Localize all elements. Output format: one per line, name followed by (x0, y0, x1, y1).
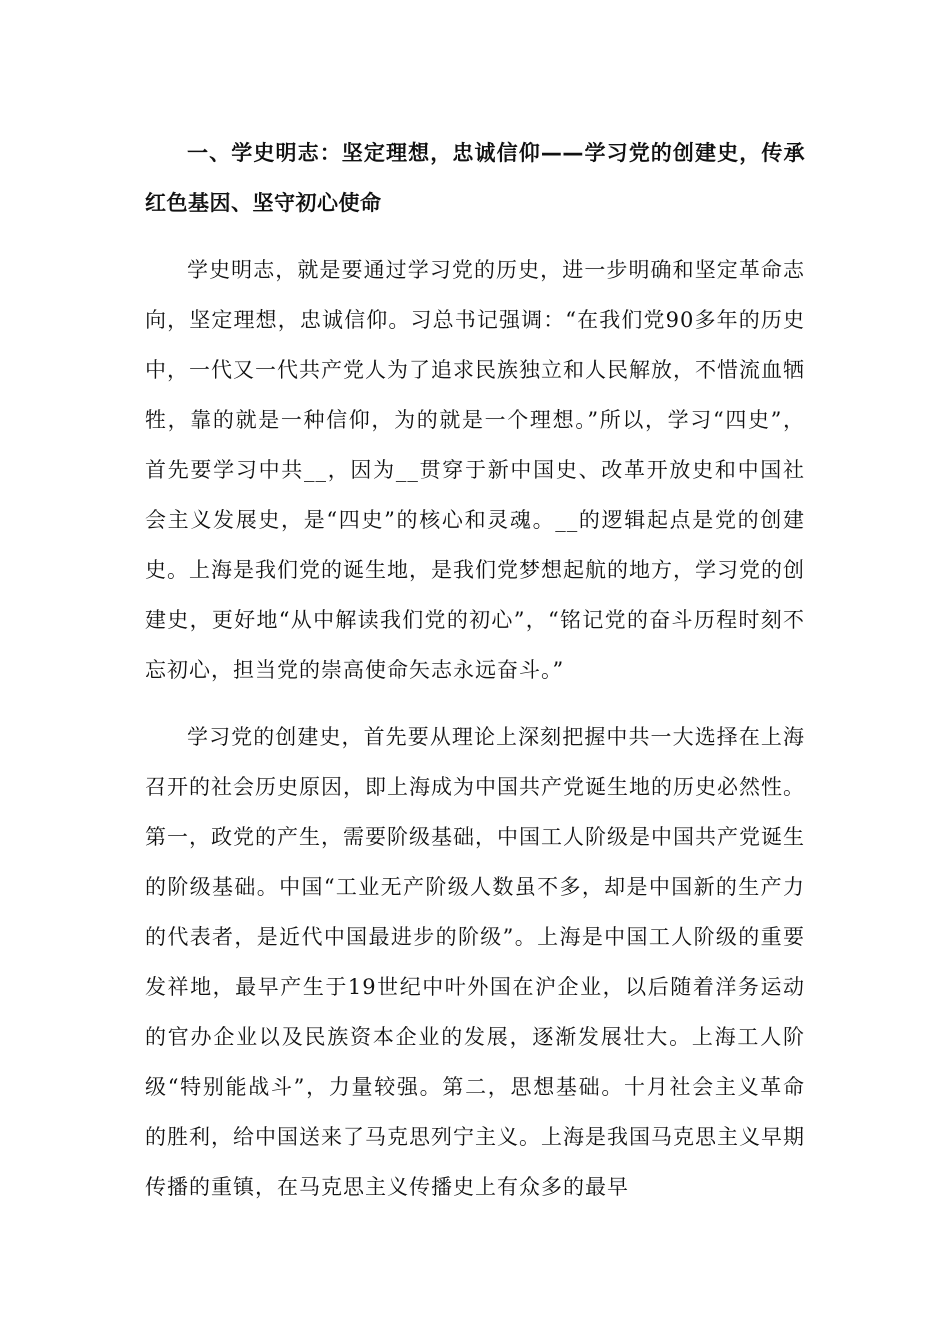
section-heading: 一、学史明志：坚定理想，忠诚信仰——学习党的创建史，传承红色基因、坚守初心使命 (145, 141, 805, 215)
paragraph-1: 学史明志，就是要通过学习党的历史，进一步明确和坚定革命志向，坚定理想，忠诚信仰。习总书记强调：“在我们党90多年的历史中，一代又一代共产党人为了追求民族独立和人民解放，不惜流血牺牲，靠的就是一种信仰，为的就是一个理想。”所以，学习“四史”，首先要学习中共__，因为__贯穿于新中国史、改革开放史和中国社会主义发展史，是“四史”的核心和灵魂。__的逻辑起点是党的创建史。上海是我们党的诞生地，是我们党梦想起航的地方，学习党的创建史，更好地“从中解读我们党的初心”，“铭记党的奋斗历程时刻不忘初心，担当党的崇高使命矢志永远奋斗。” (145, 258, 805, 682)
document-body (145, 128, 805, 1229)
paragraph-2: 学习党的创建史，首先要从理论上深刻把握中共一大选择在上海召开的社会历史原因，即上海成为中国共产党诞生地的历史必然性。第一，政党的产生，需要阶级基础，中国工人阶级是中国共产党诞生的阶级基础。中国“工业无产阶级人数虽不多，却是中国新的生产力的代表者，是近代中国最进步的阶级”。上海是中国工人阶级的重要发祥地，最早产生于19世纪中叶外国在沪企业，以后随着洋务运动的官办企业以及民族资本企业的发展，逐渐发展壮大。上海工人阶级“特别能战斗”，力量较强。第二，思想基础。十月社会主义革命的胜利，给中国送来了马克思列宁主义。上海是我国马克思主义早期传播的重镇，在马克思主义传播史上有众多的最早 (145, 725, 805, 1199)
